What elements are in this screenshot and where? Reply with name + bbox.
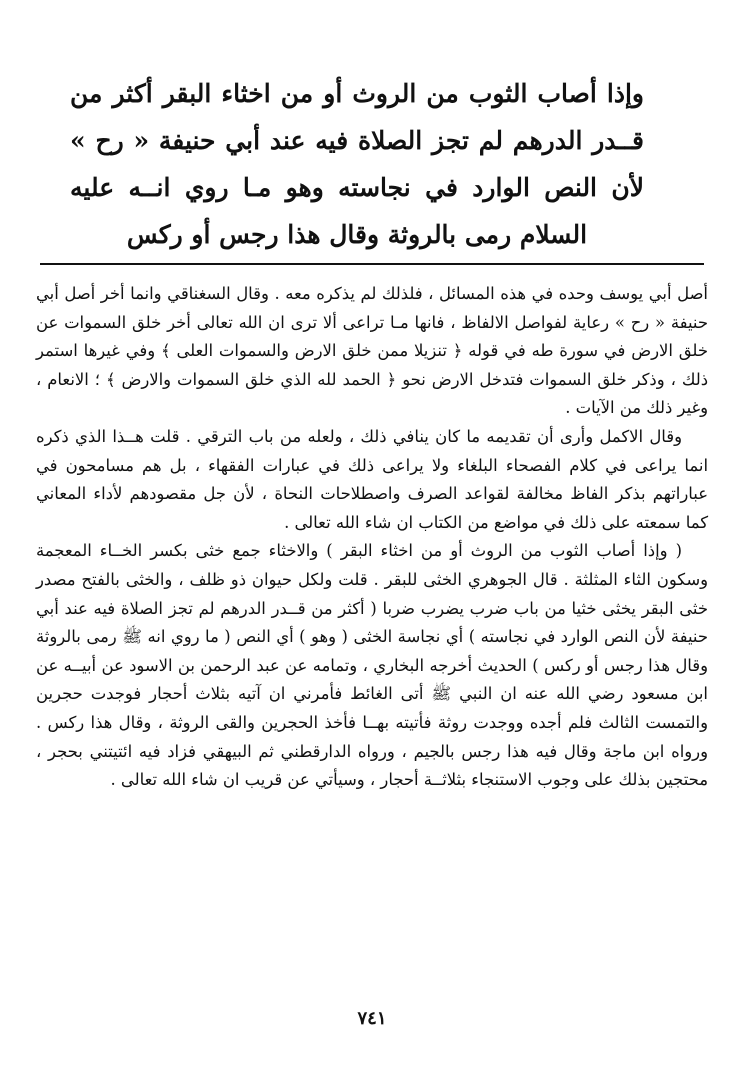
commentary-paragraph: ( وإذا أصاب الثوب من الروث أو من اخثاء البقر ) والاخثاء جمع خثى بكسر الخــاء المعجمة وسكون الثاء المثلثة . قال الجوهري الخثى للبقر . قلت ولكل حيوان ذو ظلف ، والخثى بالفتح مصدر خثى البقر يخثى خثيا من باب ضرب يضرب ضربا ( أكثر من قــدر الدرهم لم تجز الصلاة فيه عند أبي حنيفة لأن النص الوارد في نجاسته ) أي نجاسة الخثى ( وهو ) أي النص ( ما روي انه ﷺ رمى بالروثة وقال هذا رجس أو ركس ) الحديث أخرجه البخاري ، وتمامه عن عبد الرحمن بن الاسود عن أبيــه عن ابن مسعود رضي الله عنه ان النبي ﷺ أتى الغائط فأمرني ان آتيه بثلاث أحجار فوجدت حجرين والتمست الثالث فلم أجده ووجدت روثة فأتيته بهــا فأخذ الحجرين والقى الروثة ، وقال هذا ركس . ورواه ابن ماجة وقال فيه هذا رجس بالجيم ، ورواه الدارقطني ثم البيهقي فزاد فيه ائتيتني بحجر ، محتجين بذلك على وجوب الاستنجاء بثلاثــة أحجار ، وسيأتي عن قريب ان شاء الله تعالى . [36, 541, 708, 790]
commentary-block [36, 280, 708, 795]
commentary-paragraph: أصل أبي يوسف وحده في هذه المسائل ، فلذلك لم يذكره معه . وقال السغناقي وانما أخر أصل أبي حنيفة « رح » رعاية لفواصل الالفاظ ، فانها مـا تراعى ألا ترى ان الله تعالى أخر خلق السموات عن خلق الارض في سورة طه في قوله ﴿ تنزيلا ممن خلق الارض والسموات العلى ﴾ وفي غيرها استمر ذلك ، وذكر خلق السموات فتدخل الارض نحو ﴿ الحمد لله الذي خلق السموات والارض ﴾ ؛ الانعام ، وغير ذلك من الآيات . [36, 284, 708, 418]
matn-text: وإذا أصاب الثوب من الروث أو من اخثاء البقر أكثر من قــدر الدرهم لم تجز الصلاة فيه عند أبي حنيفة « رح » لأن النص الوارد في نجاسته وهو مـا روي انــه عليه السلام رمى بالروثة وقال هذا رجس أو ركس [70, 79, 644, 249]
matn-block [70, 70, 644, 258]
commentary-paragraph: وقال الاكمل وأرى أن تقديمه ما كان ينافي ذلك ، ولعله من باب الترقي . قلت هــذا الذي ذكره انما يراعى في كلام الفصحاء البلغاء ولا يراعى ذلك في عبارات الفقهاء ، بل هم مسامحون في عباراتهم بذكر الفاظ مخالفة لقواعد الصرف واصطلاحات النحاة ، لأن جل مقصودهم لأداء المعاني كما سمعته على ذلك في مواضع من الكتاب ان شاء الله تعالى . [36, 426, 708, 532]
separator-rule [40, 263, 704, 265]
page-number: ٧٤١ [357, 1008, 387, 1029]
